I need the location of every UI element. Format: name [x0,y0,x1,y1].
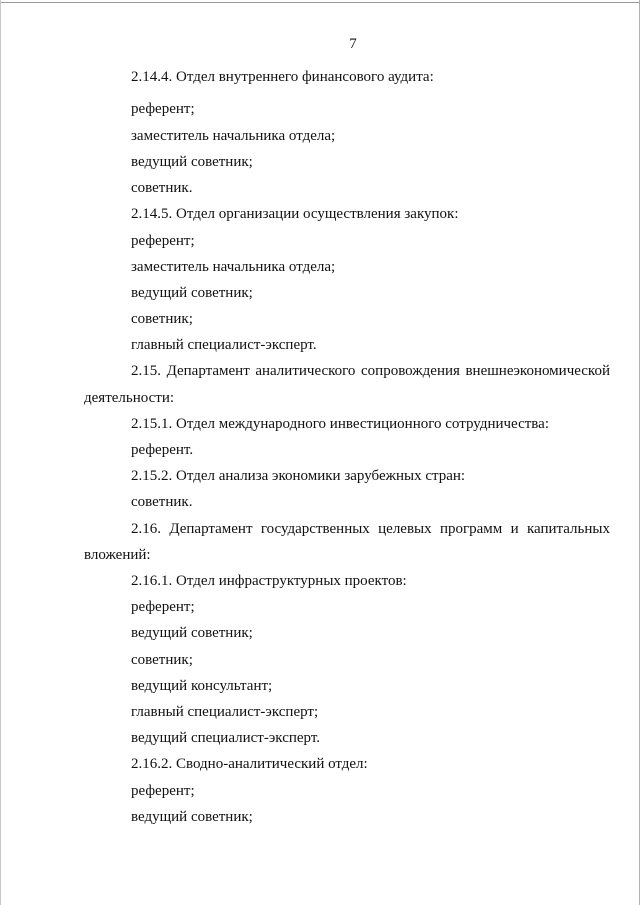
list-item: главный специалист-эксперт. [131,337,317,353]
list-item: главный специалист-эксперт; [131,704,319,720]
list-item: референт; [131,783,195,799]
list-item: ведущий советник; [131,285,253,301]
section-heading-2-16-1: 2.16.1. Отдел инфраструктурных проектов: [131,573,407,589]
section-heading-2-16-continued: вложений: [84,547,151,563]
section-heading-2-16-2: 2.16.2. Сводно-аналитический отдел: [131,756,368,772]
section-heading-2-15: 2.15. Департамент аналитического сопровождения внешнеэкономической [131,363,610,379]
list-item: советник. [131,180,193,196]
scan-edge-top [0,2,640,3]
section-heading-2-16: 2.16. Департамент государственных целевых программ и капитальных [131,521,610,537]
list-item: референт; [131,599,195,615]
list-item: ведущий специалист-эксперт. [131,730,321,746]
section-heading-2-14-5: 2.14.5. Отдел организации осуществления закупок: [131,206,459,222]
list-item: ведущий советник; [131,154,253,170]
list-item: ведущий советник; [131,809,253,825]
list-item: ведущий советник; [131,625,253,641]
section-heading-2-14-4: 2.14.4. Отдел внутреннего финансового аудита: [131,69,434,85]
section-heading-2-15-1: 2.15.1. Отдел международного инвестиционного сотрудничества: [131,416,550,432]
list-item: заместитель начальника отдела; [131,128,336,144]
list-item: ведущий консультант; [131,678,273,694]
list-item: референт; [131,101,195,117]
list-item: заместитель начальника отдела; [131,259,336,275]
section-heading-2-15-continued: деятельности: [84,390,175,406]
list-item: референт. [131,442,194,458]
list-item: советник; [131,652,193,668]
page-number: 7 [349,36,357,52]
list-item: советник. [131,494,193,510]
scan-edge-left [0,0,1,905]
section-heading-2-15-2: 2.15.2. Отдел анализа экономики зарубежных стран: [131,468,466,484]
list-item: советник; [131,311,193,327]
list-item: референт; [131,233,195,249]
